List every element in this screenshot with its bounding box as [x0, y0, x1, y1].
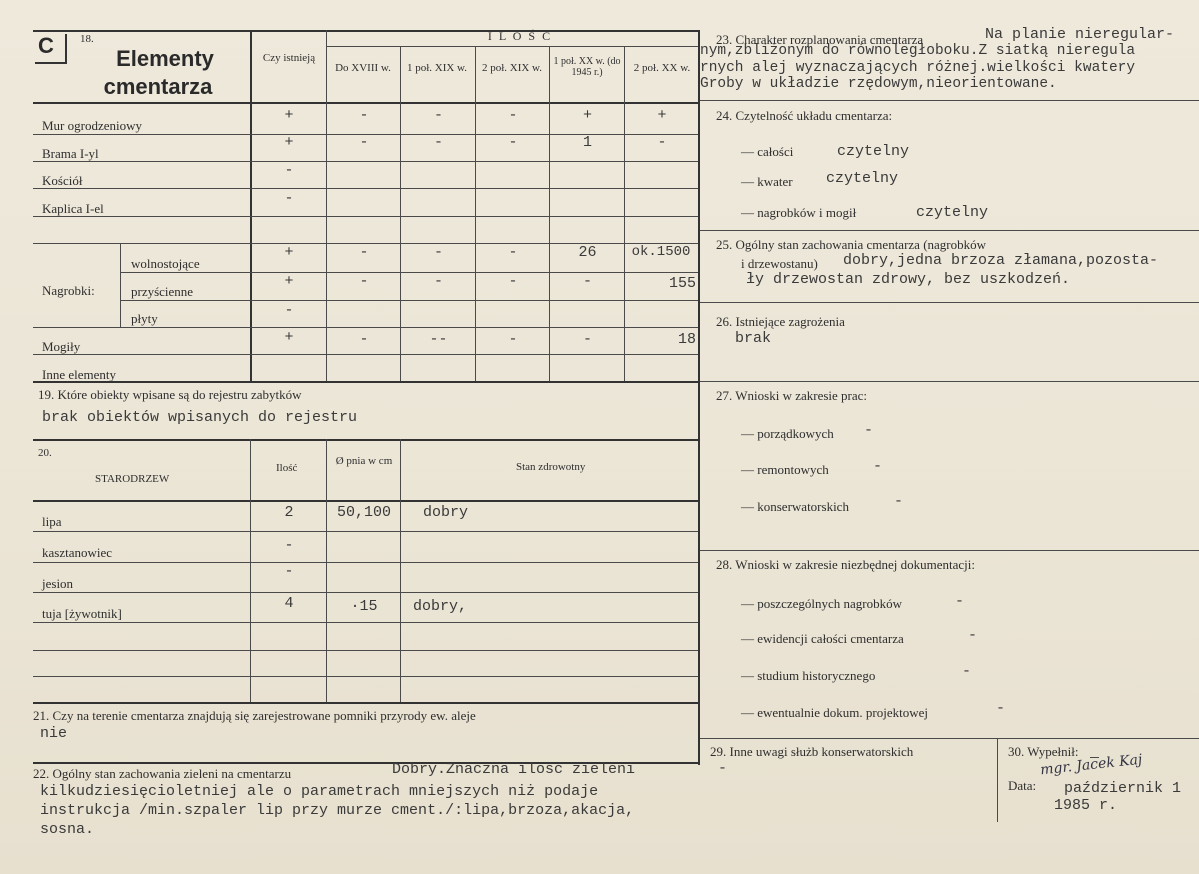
- section-24-item-label: — nagrobków i mogił: [741, 205, 857, 220]
- section-28-item-label: — ewentualnie dokum. projektowej: [741, 705, 929, 720]
- cell-value: -: [359, 107, 369, 124]
- cell-exists: +: [284, 329, 294, 346]
- section-27-item-label: — porządkowych: [741, 426, 834, 441]
- row-rule: [33, 592, 698, 593]
- section-20-col-tree: STARODRZEW: [95, 473, 170, 485]
- s20-col-divider: [400, 439, 401, 702]
- section-23-line4: Groby w układzie rzędowym,nieorientowane.: [700, 76, 1057, 92]
- row-rule: [33, 188, 698, 189]
- section-24-item-label: — całości: [741, 144, 794, 159]
- col-divider-p1: [400, 46, 401, 382]
- cell-value: -: [508, 331, 518, 348]
- cell-exists: +: [284, 273, 294, 290]
- section-28-item-label: — ewidencji całości cmentarza: [741, 631, 904, 646]
- section-22-line2: kilkudziesięcioletniej ale o parametrach mniejszych niż podaje: [40, 783, 599, 800]
- row-rule: [33, 216, 698, 217]
- cell-value: -: [359, 273, 369, 290]
- cell-value: -: [359, 331, 369, 348]
- row-label-nagrobki: Nagrobki:: [42, 283, 95, 298]
- tree-qty: 4: [284, 595, 294, 612]
- section-20-col-diam: Ø pnia w cm: [335, 455, 393, 467]
- section-20-number: 20.: [38, 447, 52, 459]
- row-label-graves: Mogiły: [42, 339, 81, 354]
- cell-value: -: [508, 273, 518, 290]
- row-rule: [33, 676, 698, 677]
- section-20-col-health: Stan zdrowotny: [516, 461, 586, 473]
- period-header-5: 2 poł. XX w.: [633, 62, 691, 74]
- signature: mgr. Jacek Kaj: [1039, 751, 1144, 779]
- cell-value: --: [429, 331, 448, 348]
- section-22-line1: Dobry.Znaczna ilość zieleni: [392, 761, 636, 778]
- section-21-top-rule: [33, 702, 698, 704]
- tree-diameter: 50,100: [336, 504, 391, 521]
- section-20-header-rule: [33, 500, 698, 502]
- cell-value: -: [359, 244, 369, 261]
- tree-health: dobry,: [413, 598, 468, 615]
- row-label-chapel: Kaplica I-el: [42, 201, 104, 216]
- section-23-line2: nym,zbliżonym do równoległoboku.Z siatką nieregula: [700, 43, 1136, 59]
- section-28-item-value: -: [962, 663, 972, 680]
- section-28-item-value: -: [955, 593, 965, 610]
- section-18-title-line2: cmentarza: [103, 74, 213, 99]
- cell-value: ok.1500: [631, 244, 691, 260]
- row-rule: [33, 354, 698, 355]
- section-27-item-label: — remontowych: [741, 462, 829, 477]
- section-25-label-line1: 25. Ogólny stan zachowania cmentarza (nagrobków: [716, 237, 987, 252]
- cell-exists: +: [284, 134, 294, 151]
- section-30-date-label: Data:: [1008, 778, 1037, 793]
- row-rule: [120, 300, 698, 301]
- row-label-slabs: płyty: [131, 311, 158, 326]
- cell-value: 26: [578, 244, 597, 261]
- cell-value: -: [433, 244, 443, 261]
- nagrobki-divider: [120, 243, 121, 327]
- cell-value: -: [433, 273, 443, 290]
- col-divider-exists: [326, 30, 327, 382]
- row-label-church: Kościół: [42, 173, 83, 188]
- section-23-line1: Na planie nieregular-: [985, 26, 1175, 43]
- section-30-date-line1: październik 1: [1064, 780, 1182, 797]
- tree-qty: -: [284, 537, 294, 554]
- tree-name: jesion: [42, 576, 74, 591]
- section-27-item-value: -: [873, 458, 883, 475]
- tree-diameter: ·15: [350, 598, 378, 615]
- col-divider-p3: [549, 46, 550, 382]
- cell-value: -: [508, 107, 518, 124]
- section-19-value: brak obiektów wpisanych do rejestru: [42, 409, 358, 426]
- cell-exists: -: [284, 190, 294, 207]
- cell-value: 155: [668, 275, 696, 292]
- tree-qty: -: [284, 563, 294, 580]
- cell-value: -: [433, 107, 443, 124]
- section-30-date-line2: 1985 r.: [1054, 797, 1118, 814]
- tree-name: kasztanowiec: [42, 545, 113, 560]
- section-23-label: 23. Charakter rozplanowania cmentarza: [716, 32, 924, 47]
- row-label-wall: Mur ogrodzeniowy: [42, 118, 143, 133]
- cell-value: -: [582, 273, 592, 290]
- section-25-bottom-rule: [700, 302, 1199, 303]
- row-rule: [33, 562, 698, 563]
- section-27-item-label: — konserwatorskich: [741, 499, 849, 514]
- qty-header: I L O Ś C: [487, 29, 553, 43]
- section-24-item-value: czytelny: [837, 143, 910, 160]
- s20-col-divider: [326, 439, 327, 702]
- row-rule: [33, 161, 698, 162]
- section-24-item-value: czytelny: [916, 204, 989, 221]
- card-letter: C: [38, 33, 54, 58]
- tree-name: lipa: [42, 514, 62, 529]
- row-rule: [33, 531, 698, 532]
- section-24-item-label: — kwater: [741, 174, 793, 189]
- section-27-item-value: -: [894, 493, 904, 510]
- cell-value: -: [508, 134, 518, 151]
- cell-value: 18: [677, 331, 696, 348]
- header-bottom-rule: [33, 102, 698, 104]
- row-rule: [33, 327, 698, 328]
- col-exists-header: Czy istnieją: [262, 52, 316, 64]
- section-22-line3: instrukcja /min.szpaler lip przy murze cment./:lipa,brzoza,akacja,: [40, 802, 635, 819]
- period-header-2: 1 poł. XIX w.: [406, 62, 468, 74]
- section-20-col-qty: Ilość: [276, 462, 298, 474]
- s20-col-divider: [250, 439, 251, 702]
- section-30-label: 30. Wypełnił:: [1008, 744, 1079, 759]
- section-25-label-line2: i drzewostanu): [741, 256, 818, 271]
- period-header-1: Do XVIII w.: [335, 62, 391, 74]
- cell-value: +: [582, 107, 592, 124]
- center-divider: [698, 30, 700, 765]
- section-18-number: 18.: [80, 33, 94, 45]
- cell-exists: -: [284, 162, 294, 179]
- row-label-other: Inne elementy: [42, 367, 116, 382]
- section-19-label: 19. Które obiekty wpisane są do rejestru zabytków: [38, 387, 302, 402]
- section-28-item-label: — studium historycznego: [741, 668, 876, 683]
- cell-value: -: [359, 134, 369, 151]
- row-label-freestanding: wolnostojące: [131, 256, 200, 271]
- cell-value: -: [433, 134, 443, 151]
- section-29-value: -: [718, 760, 728, 777]
- tree-name: tuja [żywotnik]: [42, 606, 122, 621]
- row-label-gate: Brama I-yl: [42, 146, 99, 161]
- section-29-30-divider: [997, 738, 998, 822]
- row-rule: [33, 650, 698, 651]
- section-20-top-rule: [33, 439, 698, 441]
- section-28-item-label: — poszczególnych nagrobków: [741, 596, 903, 611]
- cell-exists: +: [284, 107, 294, 124]
- section-28-item-value: -: [996, 700, 1006, 717]
- section-25-line2: ły drzewostan zdrowy, bez uszkodzeń.: [746, 271, 1071, 288]
- section-21-value: nie: [40, 725, 68, 742]
- cell-value: -: [508, 244, 518, 261]
- col-divider-p4: [624, 46, 625, 382]
- section-24-item-value: czytelny: [826, 170, 899, 187]
- section-27-item-value: -: [864, 422, 874, 439]
- section-27-label: 27. Wnioski w zakresie prac:: [716, 388, 868, 403]
- tree-health: dobry: [423, 504, 469, 521]
- section-27-bottom-rule: [700, 550, 1199, 551]
- section-29-label: 29. Inne uwagi służb konserwatorskich: [710, 744, 914, 759]
- cell-value: 1: [582, 134, 592, 151]
- section-24-label: 24. Czytelność układu cmentarza:: [716, 108, 893, 123]
- cell-exists: -: [284, 302, 294, 319]
- section-22-label: 22. Ogólny stan zachowania zieleni na cmentarzu: [33, 766, 292, 781]
- section-23-bottom-rule: [700, 100, 1199, 101]
- section-22-line4: sosna.: [40, 821, 95, 838]
- section-26-value: brak: [735, 330, 772, 347]
- section-28-item-value: -: [968, 627, 978, 644]
- period-header-3: 2 poł. XIX w.: [481, 62, 543, 74]
- section-26-label: 26. Istniejące zagrożenia: [716, 314, 845, 329]
- qty-header-rule: [326, 46, 698, 47]
- col-divider-p2: [475, 46, 476, 382]
- section-23-line3: rnych alej wyznaczających różnej.wielkości kwatery: [700, 60, 1136, 76]
- section-21-label: 21. Czy na terenie cmentarza znajdują się zarejestrowane pomniki przyrody ew. aleje: [33, 708, 476, 723]
- section-28-label: 28. Wnioski w zakresie niezbędnej dokumentacji:: [716, 557, 975, 572]
- section-19-top-rule: [33, 381, 698, 383]
- section-28-bottom-rule: [700, 738, 1199, 739]
- row-label-wall-mounted: przyścienne: [131, 284, 194, 299]
- row-rule: [33, 622, 698, 623]
- cell-value: +: [657, 107, 667, 124]
- period-header-4: 1 poł. XX w. (do 1945 r.): [553, 56, 621, 78]
- section-26-bottom-rule: [700, 381, 1199, 382]
- cell-exists: +: [284, 244, 294, 261]
- section-18-title-line1: Elementy: [116, 46, 214, 71]
- section-25-line1: dobry,jedna brzoza złamana,pozosta-: [843, 252, 1159, 269]
- section-24-bottom-rule: [700, 230, 1199, 231]
- cell-value: -: [582, 331, 592, 348]
- tree-qty: 2: [284, 504, 294, 521]
- cell-value: -: [657, 134, 667, 151]
